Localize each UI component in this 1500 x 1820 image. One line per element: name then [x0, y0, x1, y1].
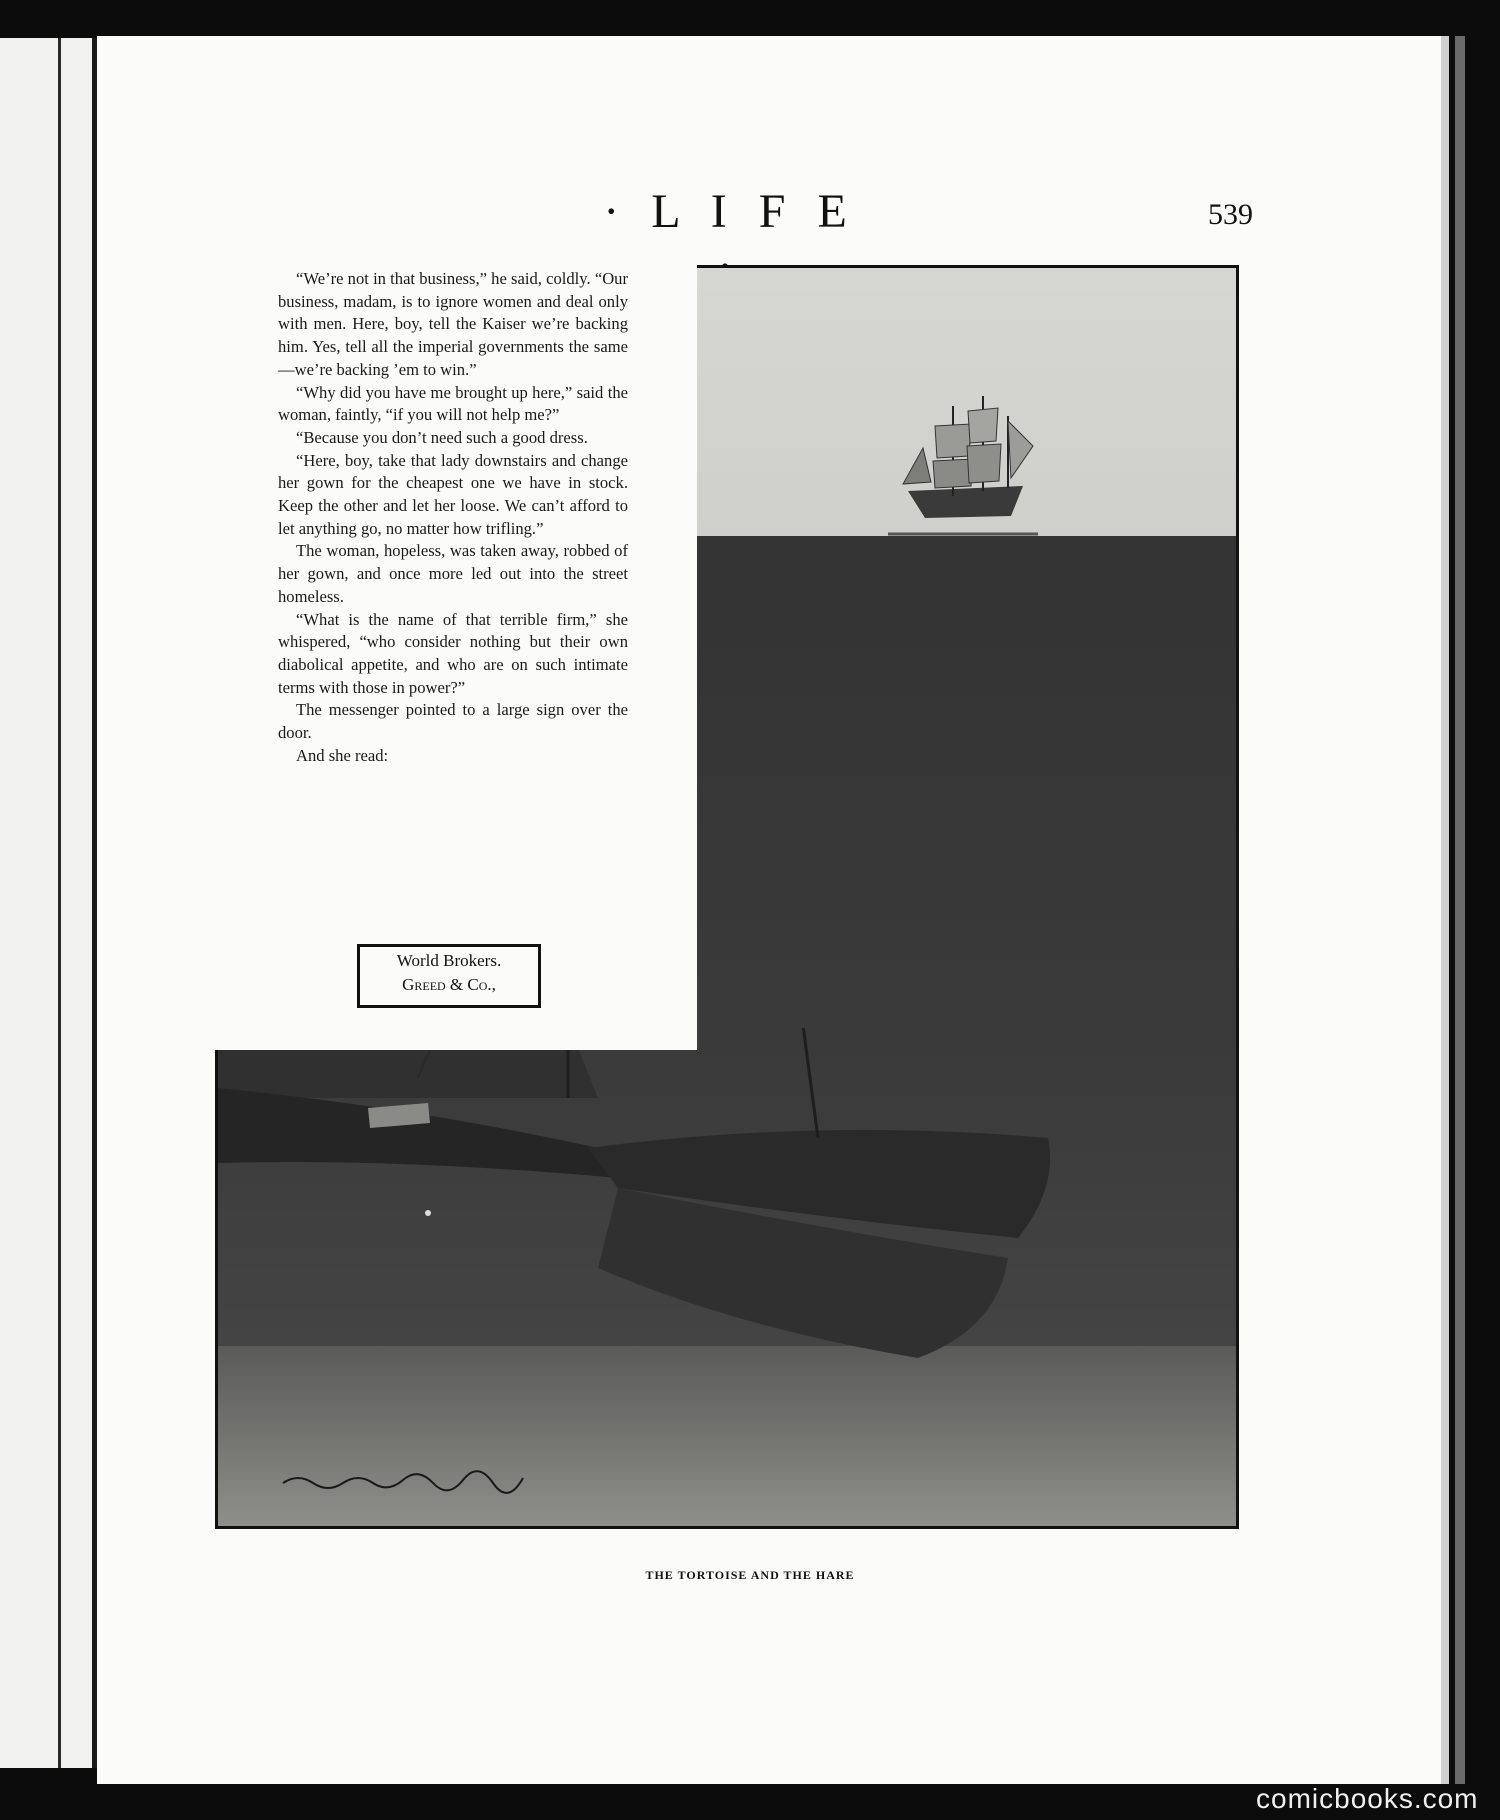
- firm-sign: [357, 944, 541, 1008]
- story-paragraph: And she read:: [296, 745, 389, 765]
- facing-page-edge: [0, 38, 98, 1768]
- story-paragraph: “Because you don’t need such a good dress.: [296, 427, 588, 447]
- story-column: [278, 268, 628, 767]
- story-paragraph: “What is the name of that terrible firm,” she whispered, “who consider nothing but their own diabolical appetite, and who are on such intimate terms with those in power?”: [278, 609, 628, 697]
- page-edge: [1455, 36, 1465, 1784]
- story-text-block: [212, 258, 697, 1050]
- illustration-caption: THE TORTOISE AND THE HARE: [645, 1568, 855, 1582]
- sign-line-2: Greed & Co.,: [402, 975, 496, 994]
- sign-line-1: World Brokers.: [396, 951, 502, 970]
- binding-line: [58, 38, 61, 1768]
- story-paragraph: “Why did you have me brought up here,” said the woman, faintly, “if you will not help me?”: [278, 382, 628, 425]
- masthead: · L I F E: [603, 185, 857, 238]
- page-number: 539: [1208, 198, 1253, 231]
- story-paragraph: “We’re not in that business,” he said, coldly. “Our business, madam, is to ignore women and deal only with men. Here, boy, tell the Kaiser we’re backing him. Yes, tell all the imperial governments the same—we’re backing ’em to win.”: [278, 269, 628, 379]
- sunken-ship-wreck: [218, 1028, 1236, 1388]
- story-paragraph: The messenger pointed to a large sign over the door.: [278, 700, 628, 743]
- artist-signature: [278, 1458, 538, 1498]
- story-paragraph: The woman, hopeless, was taken away, robbed of her gown, and once more led out into the street homeless.: [278, 541, 628, 606]
- story-paragraph: “Here, boy, take that lady downstairs and change her gown for the cheapest one we have in stock. Keep the other and let her loose. We can’t afford to let anything go, no matter how trifling.”: [278, 450, 628, 538]
- site-watermark: comicbooks.com: [1256, 1783, 1479, 1814]
- sailing-ship-icon: [883, 386, 1043, 536]
